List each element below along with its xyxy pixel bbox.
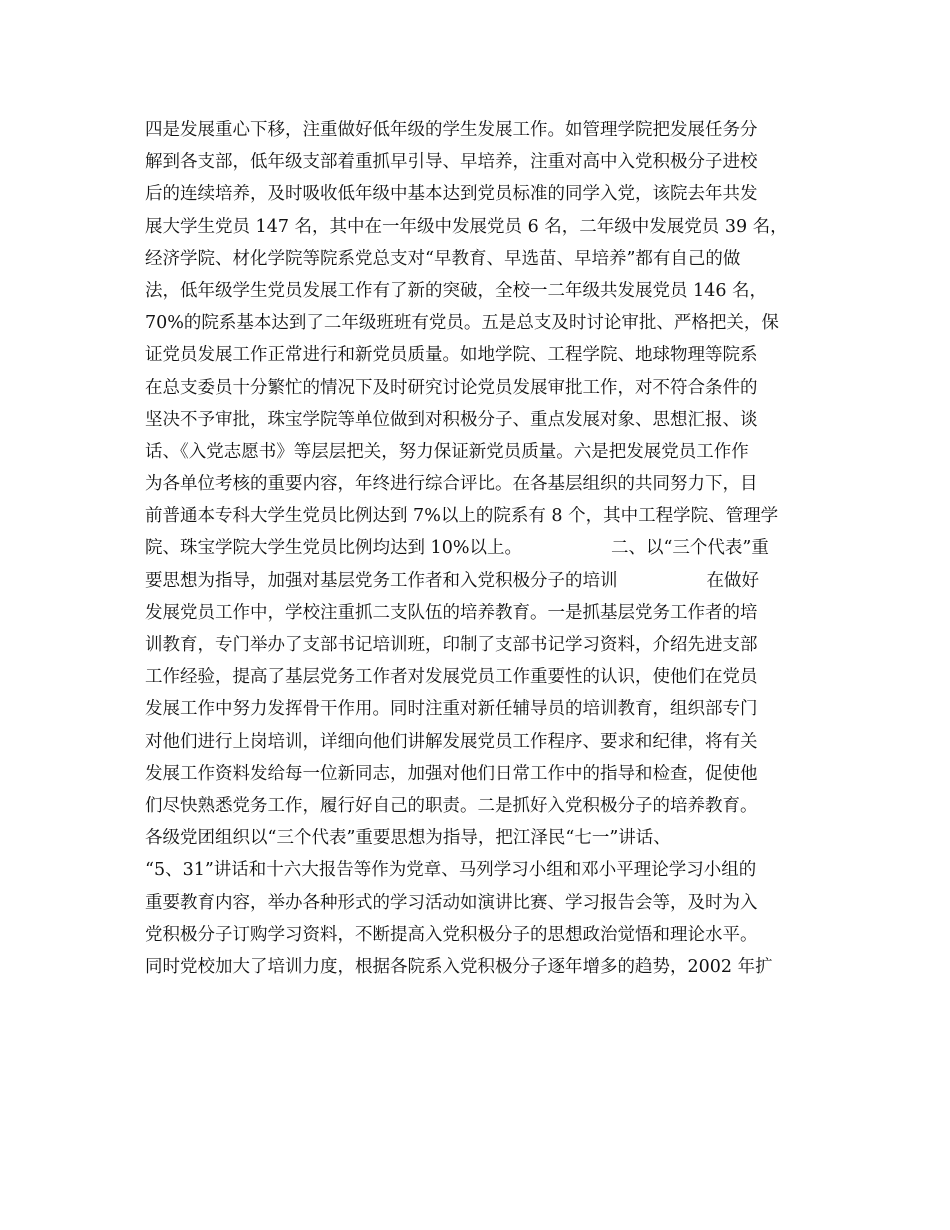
text-line: 话、《入党志愿书》等层层把关，努力保证新党员质量。六是把发展党员工作作 [145,441,749,462]
text-line: 各级党团组织以“三个代表”重要思想为指导，把江泽民“七一”讲话、 [145,828,671,849]
text-line: 对他们进行上岗培训，详细向他们讲解发展党员工作程序、要求和纪律，将有关 [145,731,758,752]
text-line: 训教育，专门举办了支部书记培训班，印制了支部书记学习资料，介绍先进支部 [145,635,758,655]
text-line: 为各单位考核的重要内容，年终进行综合评比。在各基层组织的共同努力下，目 [145,474,758,495]
text-line: 后的连续培养，及时吸收低年级中基本达到党员标准的同学入党，该院去年共发 [145,184,758,205]
text-line: 发展党员工作中，学校注重抓二支队伍的培养教育。一是抓基层党务工作者的培 [145,602,758,623]
body-text [145,114,815,983]
text-line: 解到各支部，低年级支部着重抓早引导、早培养，注重对高中入党积极分子进校 [145,152,758,173]
text-line: 同时党校加大了培训力度，根据各院系入党积极分子逐年增多的趋势，2002 年扩 [145,956,773,977]
text-line: 重要教育内容，举办各种形式的学习活动如演讲比赛、学习报告会等，及时为入 [145,892,758,913]
text-line: 展大学生党员 147 名，其中在一年级中发展党员 6 名，二年级中发展党员 39 名， [145,216,788,237]
text-line: 坚决不予审批，珠宝学院等单位做到对积极分子、重点发展对象、思想汇报、谈 [145,409,758,430]
text-line: 们尽快熟悉党务工作，履行好自己的职责。二是抓好入党积极分子的培养教育。 [145,795,758,816]
text-line: 证党员发展工作正常进行和新党员质量。如地学院、工程学院、地球物理等院系 [145,345,758,366]
text-line: 前普通本专科大学生党员比例达到 7%以上的院系有 8 个，其中工程学院、管理学 [145,506,779,527]
text-line: 在总支委员十分繁忙的情况下及时研究讨论党员发展审批工作，对不符合条件的 [145,377,758,398]
text-line: 党积极分子订购学习资料，不断提高入党积极分子的思想政治觉悟和理论水平。 [145,924,758,945]
text-line: 四是发展重心下移，注重做好低年级的学生发展工作。如管理学院把发展任务分 [145,120,758,140]
text-line: 发展工作资料发给每一位新同志，加强对他们日常工作中的指导和检查，促使他 [145,763,758,784]
text-line: 70%的院系基本达到了二年级班班有党员。五是总支及时讨论审批、严格把关，保 [145,313,779,334]
text-line: 经济学院、材化学院等院系党总支对“早教育、早选苗、早培养”都有自己的做 [145,248,741,269]
text-line: 要思想为指导，加强对基层党务工作者和入党积极分子的培训 在做好 [145,570,760,591]
text-line: “5、31”讲话和十六大报告等作为党章、马列学习小组和邓小平理论学习小组的 [145,860,757,881]
text-line: 工作经验，提高了基层党务工作者对发展党员工作重要性的认识，使他们在党员 [145,667,758,688]
text-line: 法，低年级学生党员发展工作有了新的突破，全校一二年级共发展党员 146 名， [145,280,768,301]
text-line: 院、珠宝学院大学生党员比例均达到 10%以上。 二、以“三个代表”重 [145,538,769,559]
text-line: 发展工作中努力发挥骨干作用。同时注重对新任辅导员的培训教育，组织部专门 [145,699,758,720]
